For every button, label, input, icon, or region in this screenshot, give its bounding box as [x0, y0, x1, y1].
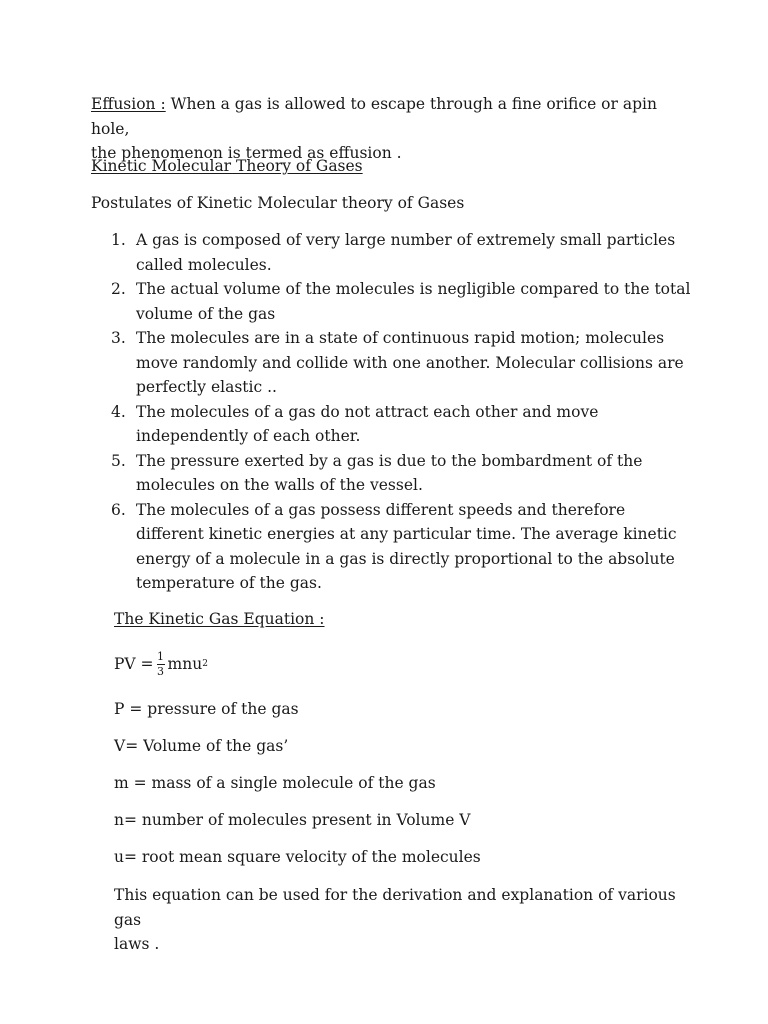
formula-lhs: PV =	[114, 654, 154, 673]
closing-line2: laws .	[114, 935, 160, 953]
list-item-text: The molecules are in a state of continuous rapid motion; molecules move randomly and collide with one another. Molecular collisions are perfectly elastic ..	[136, 329, 684, 396]
list-item-text: The actual volume of the molecules is negligible compared to the total volume of the gas	[136, 280, 691, 323]
list-item-number: 6.	[111, 500, 126, 519]
fraction-numerator: 1	[157, 649, 165, 663]
kinetic-gas-equation: PV = $\frac{1}{3}$ mnu 2	[114, 649, 208, 678]
definition-pressure: P = pressure of the gas	[114, 700, 299, 718]
kmt-heading-text: Kinetic Molecular Theory of Gases	[91, 157, 363, 175]
list-item-text: The molecules of a gas do not attract each other and move independently of each other.	[136, 402, 599, 445]
list-item	[91, 449, 691, 498]
list-item	[91, 498, 691, 596]
definition-number: n= number of molecules present in Volume V	[114, 811, 471, 829]
postulates-list	[91, 228, 691, 596]
list-item	[91, 228, 691, 277]
list-item-number: 1.	[111, 231, 126, 249]
effusion-text-line2: the phenomenon is termed as effusion .	[91, 144, 402, 162]
kmt-heading	[91, 154, 691, 179]
definition-volume: V= Volume of the gas’	[114, 737, 289, 755]
list-item-number: 3.	[111, 329, 126, 347]
formula-rhs: mnu	[167, 654, 203, 673]
definition-velocity: u= root mean square velocity of the molecules	[114, 848, 481, 866]
effusion-text-line1: When a gas is allowed to escape through a fine orifice or apin hole,	[91, 95, 657, 138]
equation-heading-text: The Kinetic Gas Equation :	[114, 610, 325, 628]
list-item	[91, 277, 691, 326]
list-item-number: 2.	[111, 280, 126, 298]
fraction-denominator: 3	[157, 664, 165, 678]
list-item	[91, 400, 691, 449]
equation-heading	[114, 607, 694, 632]
closing-line1: This equation can be used for the derivation and explanation of various gas	[114, 886, 676, 929]
postulates-heading: Postulates of Kinetic Molecular theory of Gases	[91, 194, 465, 212]
list-item	[91, 326, 691, 400]
list-item-number: 5.	[111, 451, 126, 470]
definition-mass: m = mass of a single molecule of the gas	[114, 774, 436, 792]
list-item-text: The molecules of a gas possess different speeds and therefore different kinetic energies at any particular time. The average kinetic energy of a molecule in a gas is directly proportional to the absolute temperature of the gas.	[136, 500, 677, 592]
effusion-label: Effusion :	[91, 95, 166, 113]
formula-fraction	[157, 651, 165, 678]
list-item-number: 4.	[111, 402, 126, 421]
list-item-text: A gas is composed of very large number of extremely small particles called molecules.	[136, 231, 676, 274]
closing-paragraph	[114, 883, 694, 957]
list-item-text: The pressure exerted by a gas is due to the bombardment of the molecules on the walls of the vessel.	[136, 451, 643, 494]
